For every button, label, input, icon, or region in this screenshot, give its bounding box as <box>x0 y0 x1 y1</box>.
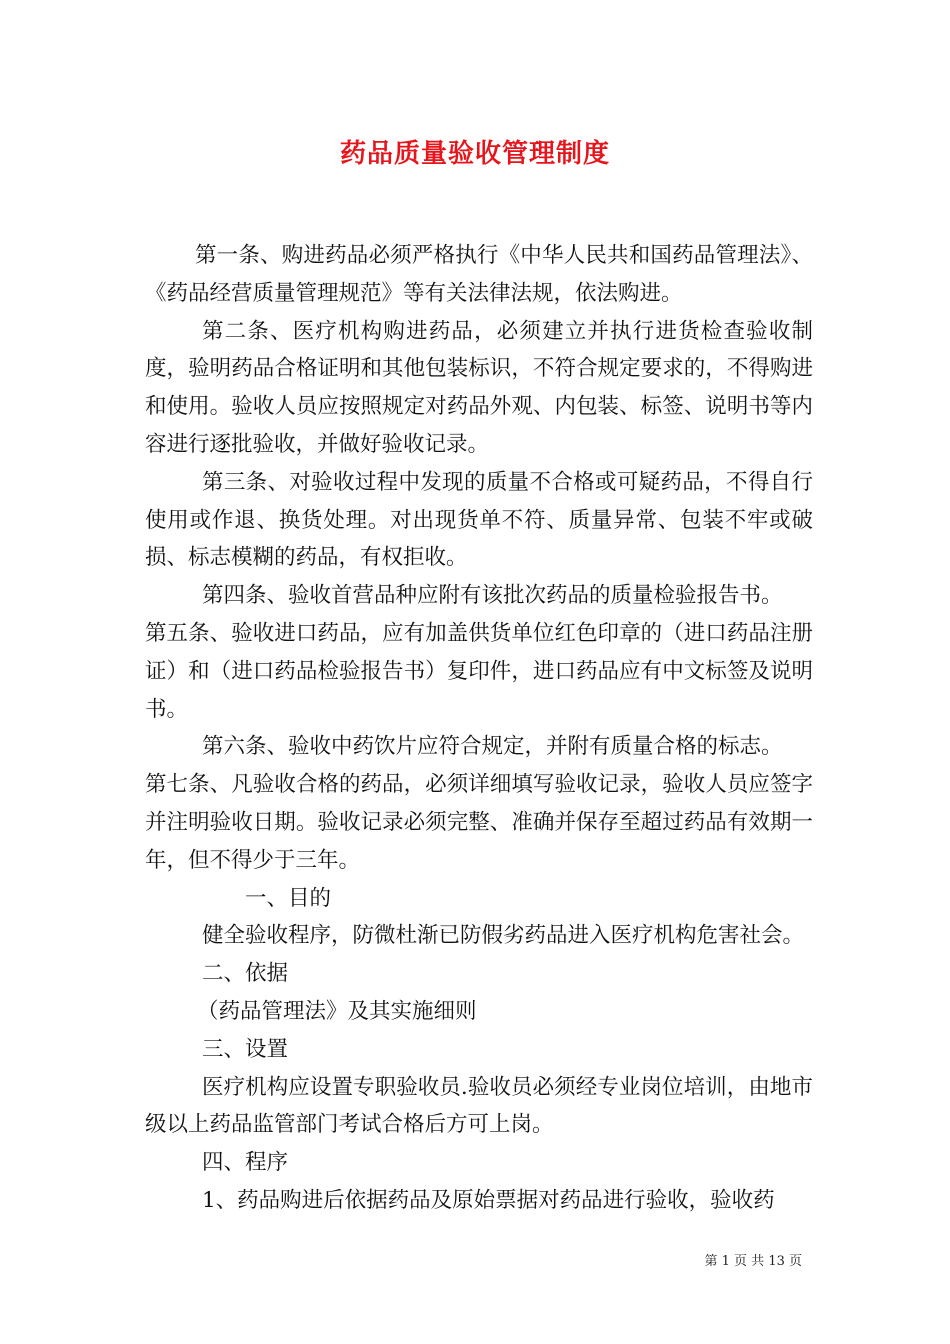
article-6: 第六条、验收中药饮片应符合规定，并附有质量合格的标志。 <box>202 734 783 760</box>
section-heading-procedure: 四、程序 <box>202 1150 289 1176</box>
article-1: 第一条、购进药品必须严格执行《中华人民共和国药品管理法》、《药品经营质量管理规范》等有关法律法规，依法购进。 <box>145 243 813 306</box>
section-heading-purpose: 一、目的 <box>245 885 332 911</box>
article-3: 第三条、对验收过程中发现的质量不合格或可疑药品，不得自行使用或作退、换货处理。对出现货单不符、质量异常、包装不牢或破损、标志模糊的药品，有权拒收。 <box>145 469 813 571</box>
section-heading-basis: 二、依据 <box>202 961 289 987</box>
page-number: 第 1 页 共 13 页 <box>704 1254 802 1269</box>
section-procedure-item-1: 1、药品购进后依据药品及原始票据对药品进行验收，验收药 <box>202 1187 775 1213</box>
section-basis-text: （药品管理法》及其实施细则 <box>197 998 477 1024</box>
article-5: 第五条、验收进口药品，应有加盖供货单位红色印章的（进口药品注册证）和（进口药品检验报告书）复印件，进口药品应有中文标签及说明书。 <box>145 620 813 722</box>
document-body <box>145 237 813 1220</box>
document-title: 药品质量验收管理制度 <box>339 139 610 169</box>
section-setup-text: 医疗机构应设置专职验收员.验收员必须经专业岗位培训，由地市级以上药品监管部门考试合格后方可上岗。 <box>145 1074 813 1138</box>
article-4: 第四条、验收首营品种应附有该批次药品的质量检验报告书。 <box>202 583 783 609</box>
article-2: 第二条、医疗机构购进药品，必须建立并执行进货检查验收制度，验明药品合格证明和其他包装标识，不符合规定要求的，不得购进和使用。验收人员应按照规定对药品外观、内包装、标签、说明书等内容进行逐批验收，并做好验收记录。 <box>145 318 813 457</box>
section-heading-setup: 三、设置 <box>202 1036 289 1062</box>
section-purpose-text: 健全验收程序，防微杜渐已防假劣药品进入医疗机构危害社会。 <box>202 923 805 949</box>
article-7: 第七条、凡验收合格的药品，必须详细填写验收记录，验收人员应签字并注明验收日期。验收记录必须完整、准确并保存至超过药品有效期一年，但不得少于三年。 <box>145 772 813 873</box>
